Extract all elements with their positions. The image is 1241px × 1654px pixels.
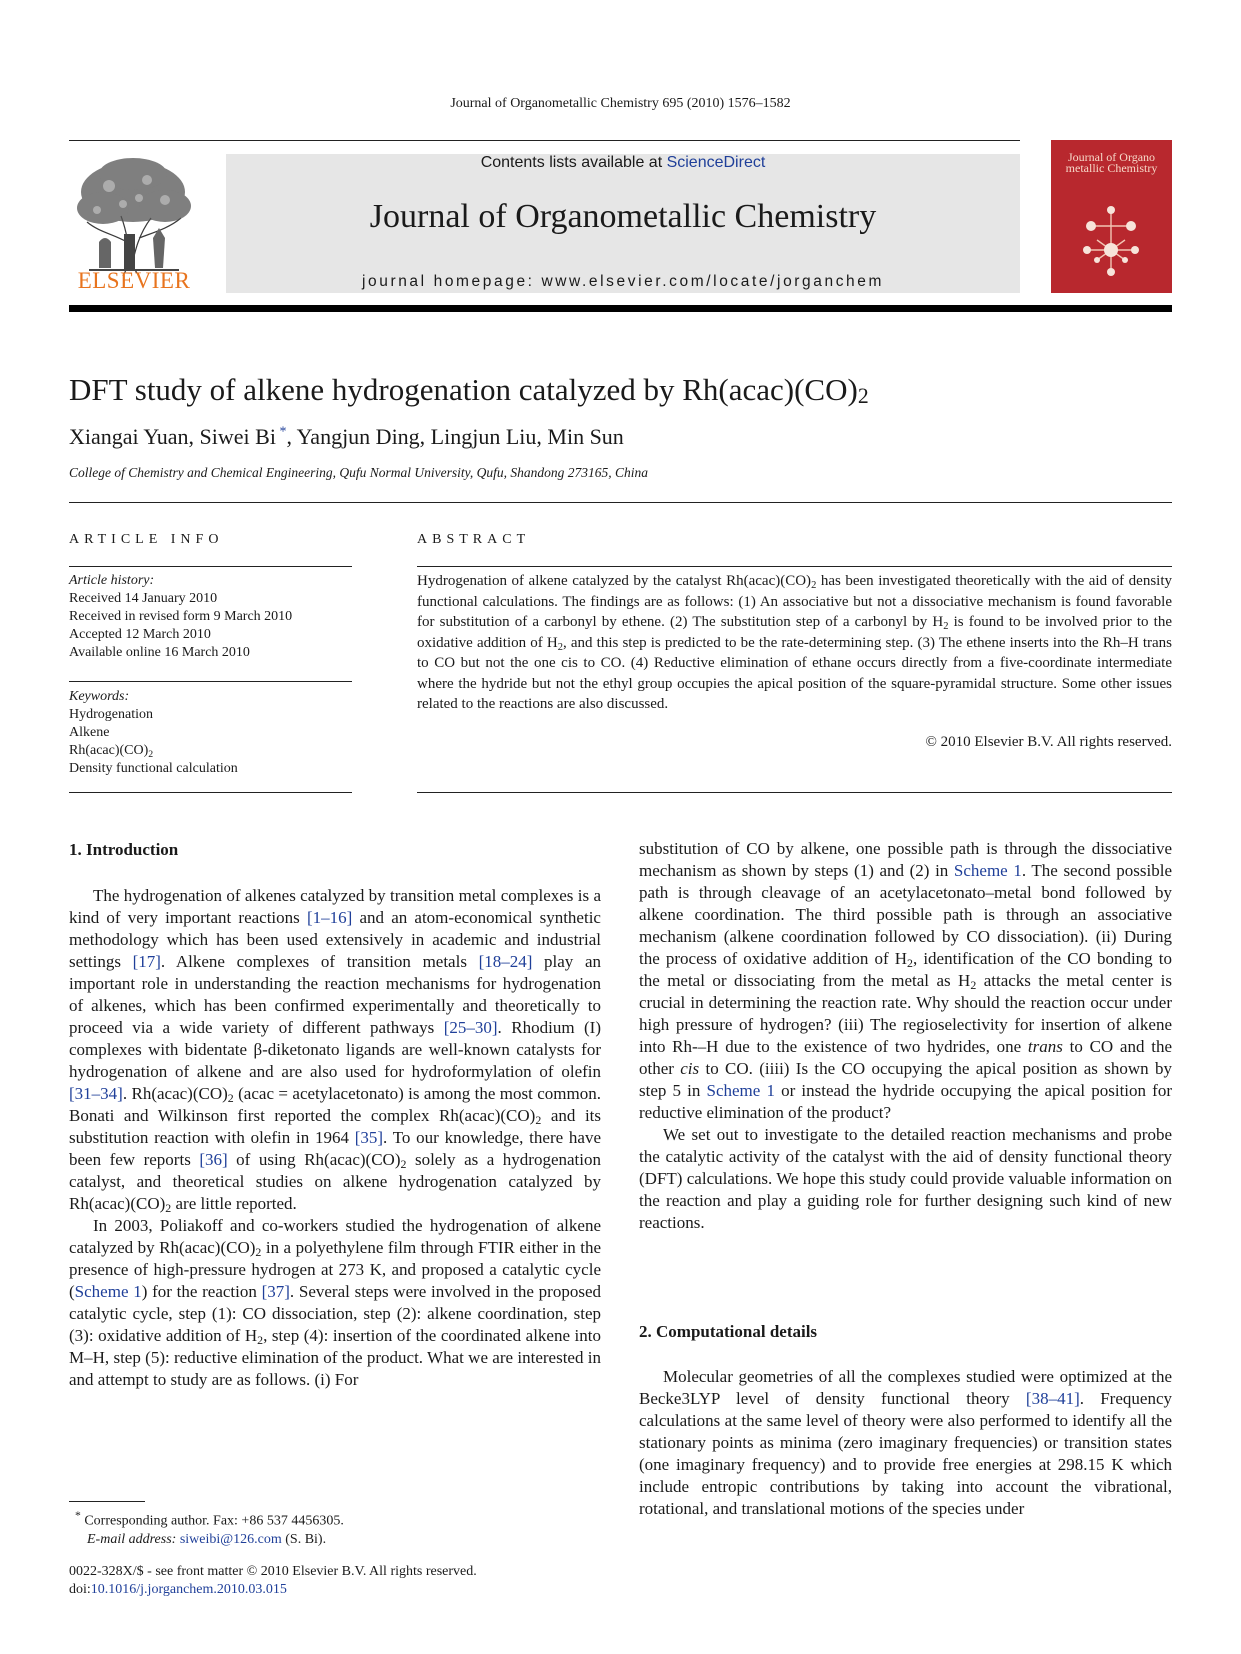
abstract-span: , and this step is predicted to be the rate-determining step. (3) The ethene inserts into the Rh–H trans to CO but not the one cis to CO. (4) Reductive elimination of ethane occurs directly from a five-coordinate intermediate where the hydride but not the ethyl group occupies the apical position of the square-pyramidal structure. Some other issues related to the reactions are also discussed. xyxy=(417,634,1172,712)
abstract-copyright: © 2010 Elsevier B.V. All rights reserved. xyxy=(925,734,1172,750)
history-revised: Received in revised form 9 March 2010 xyxy=(69,609,293,624)
text-span: substitution of CO by alkene, one possible path is through the dissociative mechanism as shown by steps (1) and (2) in xyxy=(639,839,1172,880)
journal-name: Journal of Organometallic Chemistry xyxy=(369,198,877,235)
section-heading-computational: 2. Computational details xyxy=(639,1322,818,1341)
article-info-divider xyxy=(69,681,352,682)
affiliation: College of Chemistry and Chemical Engineering, Qufu Normal University, Qufu, Shandong 273165, China xyxy=(69,465,648,480)
reference-link[interactable]: [35] xyxy=(354,1128,384,1147)
scheme-link[interactable]: Scheme 1 xyxy=(706,1081,775,1100)
subscript: 2 xyxy=(400,1157,407,1171)
subscript: 2 xyxy=(535,1113,542,1127)
section-heading-introduction: 1. Introduction xyxy=(69,840,179,859)
text-span: (acac = acetylacetonato) is among the most common. Bonati and Wilkinson first reported the complex Rh(acac)(CO) xyxy=(69,1084,602,1125)
subscript: 2 xyxy=(255,1245,262,1259)
keyword-formula-subscript: 2 xyxy=(148,749,154,760)
italic-term: cis xyxy=(680,1059,700,1078)
history-received: Received 14 January 2010 xyxy=(69,591,218,606)
text-span: to CO and the other xyxy=(639,1037,1172,1078)
author-list xyxy=(69,424,624,450)
sciencedirect-link[interactable]: ScienceDirect xyxy=(666,154,766,171)
intro-paragraph-2 xyxy=(69,1215,601,1391)
text-span: attacks the metal center is crucial in determining the reaction rate. Why should the reaction occur under high pressure of hydrogen? (iii) The regioselectivity for insertion of alkene into Rh-–H due to the existence of two hydrides, one xyxy=(639,971,1172,1056)
keyword-item: Hydrogenation xyxy=(69,707,153,722)
front-matter-info xyxy=(69,1563,477,1599)
text-span: The hydrogenation of alkenes catalyzed by transition metal complexes is a kind of very important reactions xyxy=(69,886,601,927)
italic-term: trans xyxy=(1027,1037,1063,1056)
text-span: . Rh(acac)(CO) xyxy=(122,1084,228,1103)
text-span: . Frequency calculations at the same level of theory were also performed to identify all the stationary points as minima (zero imaginary frequencies) or transition states (one imaginary frequency) and to provide free energies at 298.15 K which include entropic contributions by taking into account the vibrational, rotational, and translational motions of the species under xyxy=(639,1389,1172,1518)
reference-link[interactable]: [36] xyxy=(199,1150,228,1169)
corresponding-author-marker[interactable]: * xyxy=(275,424,287,440)
history-label: Article history: xyxy=(69,573,155,588)
email-label: E-mail address: xyxy=(87,1531,180,1547)
text-span: , identification of the CO bonding to the metal or dissociating from the metal as H xyxy=(639,949,1172,990)
subscript: 2 xyxy=(257,1333,264,1347)
issn-line: 0022-328X/$ - see front matter © 2010 Elsevier B.V. All rights reserved. xyxy=(69,1564,477,1579)
scheme-link[interactable]: Scheme 1 xyxy=(953,861,1022,880)
article-history xyxy=(69,572,352,662)
keyword-item: Density functional calculation xyxy=(69,761,238,776)
reference-link[interactable]: [25–30] xyxy=(443,1018,498,1037)
elsevier-wordmark: ELSEVIER xyxy=(77,268,191,293)
body-column-left xyxy=(69,885,601,1391)
text-span: , step (4): insertion of the coordinated alkene into M–H, step (5): reductive elimination of the product. What we are interested in and attempt to study are as follows. (i) For xyxy=(69,1326,601,1389)
footnote-line-1 xyxy=(75,1507,344,1531)
authors-part-b: , Yangjun Ding, Lingjun Liu, Min Sun xyxy=(286,424,624,449)
abstract-rule xyxy=(417,566,1172,567)
text-span: of using Rh(acac)(CO) xyxy=(227,1150,401,1169)
body-column-right xyxy=(639,838,1172,1234)
journal-homepage-link[interactable]: journal homepage: www.elsevier.com/locate/jorganchem xyxy=(361,273,885,290)
article-title-main: DFT study of alkene hydrogenation catalyzed by Rh(acac)(CO) xyxy=(69,372,858,407)
article-title xyxy=(69,372,869,408)
reference-link[interactable]: [18–24] xyxy=(478,952,533,971)
doi-line xyxy=(69,1581,477,1599)
keyword-item: Alkene xyxy=(69,725,110,740)
author-email-link[interactable]: siweibi@126.com xyxy=(179,1531,282,1547)
abstract-heading: ABSTRACT xyxy=(417,532,531,547)
cover-title: Journal of Organo metallic Chemistry xyxy=(1065,150,1158,175)
abstract-span: is found to be involved prior to the oxidative addition of H xyxy=(417,614,1173,651)
reference-link[interactable]: [31–34] xyxy=(69,1084,123,1103)
text-span: are little reported. xyxy=(171,1194,297,1213)
text-span: to CO. (iiii) Is the CO occupying the apical position as shown by step 5 in xyxy=(639,1059,1172,1100)
history-online: Available online 16 March 2010 xyxy=(69,645,250,660)
doi-link[interactable]: 10.1016/j.jorganchem.2010.03.015 xyxy=(90,1582,287,1597)
history-accepted: Accepted 12 March 2010 xyxy=(69,627,211,642)
header-thick-rule xyxy=(69,305,1172,312)
computational-paragraph-1 xyxy=(639,1366,1172,1520)
intro-paragraph-4: We set out to investigate to the detailed reaction mechanisms and probe the catalytic activity of the catalyst with the aid of density functional theory (DFT) calculations. We hope this study could provide valuable information on the reaction and play a guiding role for further designing such kind of new reactions. xyxy=(639,1125,1172,1232)
text-span: . Alkene complexes of transition metals xyxy=(160,952,479,971)
text-span: Molecular geometries of all the complexes studied were optimized at the Becke3LYP level of density functional theory xyxy=(639,1367,1172,1408)
keywords-label: Keywords: xyxy=(69,689,130,704)
reference-link[interactable]: [1–16] xyxy=(306,908,353,927)
subscript: 2 xyxy=(811,580,817,591)
contents-prefix: Contents lists available at xyxy=(480,154,667,171)
scheme-link[interactable]: Scheme 1 xyxy=(74,1282,142,1301)
subscript: 2 xyxy=(227,1091,234,1105)
intro-paragraph-1 xyxy=(69,885,601,1215)
keyword-formula: Rh(acac)(CO) xyxy=(69,743,149,758)
computational-details-text xyxy=(639,1366,1172,1520)
text-span: . Rhodium (I) complexes with bidentate β-diketonato ligands are well-known catalysts for hydrogenation of alkene and are also used for hydroformylation of olefin xyxy=(69,1018,601,1081)
text-span: in a polyethylene film through FTIR either in the presence of high-pressure hydrogen at 273 K, and proposed a catalytic cycle ( xyxy=(69,1238,601,1301)
reference-link[interactable]: [38–41] xyxy=(1025,1389,1080,1408)
subscript: 2 xyxy=(970,978,977,992)
text-span: . Several steps were involved in the proposed catalytic cycle, step (1): CO dissociation, step (2): alkene coordination, step (3): oxidative addition of H xyxy=(69,1282,602,1345)
article-info-bottom-rule xyxy=(69,792,352,793)
abstract-bottom-rule xyxy=(417,792,1172,793)
contents-line xyxy=(226,154,1020,172)
subscript: 2 xyxy=(943,621,949,632)
subscript: 2 xyxy=(165,1201,172,1215)
article-title-subscript: 2 xyxy=(857,384,869,408)
header-rule xyxy=(69,140,1020,141)
subscript: 2 xyxy=(907,956,913,970)
doi-label: doi: xyxy=(69,1582,91,1597)
abstract-span: has been investigated theoretically with the aid of density functional calculations. The findings are as follows: (1) An associative but not a dissociative mechanism is found favorable for substitution of a carbonyl by ethene. (2) The substitution step of a carbonyl by H xyxy=(417,573,1172,630)
footnote xyxy=(75,1507,344,1549)
article-info-rule xyxy=(69,566,352,567)
title-rule xyxy=(69,502,1172,503)
text-span: or instead the hydride occupying the apical position for reductive elimination of the product? xyxy=(639,1081,1172,1122)
reference-link[interactable]: [37] xyxy=(261,1282,290,1301)
text-span: play an important role in understanding the reaction mechanisms for hydrogenation of alkenes, which has been confirmed experimentally and theoretically to proceed via a wide variety of different pathways xyxy=(69,952,601,1037)
article-info-heading: ARTICLE INFO xyxy=(69,532,224,547)
footnote-marker: * xyxy=(75,1509,81,1522)
footnote-rule xyxy=(69,1501,145,1502)
text-span: solely as a hydrogenation catalyst, and theoretical studies on alkene hydrogenation catalyzed by Rh(acac)(CO) xyxy=(69,1150,602,1213)
journal-banner xyxy=(226,154,1020,293)
reference-link[interactable]: [17] xyxy=(132,952,161,971)
keywords xyxy=(69,688,352,778)
abstract-span: Hydrogenation of alkene catalyzed by the catalyst Rh(acac)(CO) xyxy=(417,573,812,589)
text-span: . To our knowledge, there have been few reports xyxy=(69,1128,601,1169)
journal-cover-molecule-icon xyxy=(1051,140,1172,293)
text-span: In 2003, Poliakoff and co-workers studied the hydrogenation of alkene catalyzed by Rh(acac)(CO) xyxy=(69,1216,601,1257)
text-span: ) for the reaction xyxy=(141,1282,262,1301)
text-span: and its substitution reaction with olefin in 1964 xyxy=(69,1106,602,1147)
footnote-line-2 xyxy=(75,1531,344,1549)
text-span: . The second possible path is through cleavage of an acetylacetonato–metal bond followed by alkene coordination. The third possible path is through an associative mechanism (alkene coordination followed by CO dissociation). (ii) During the process of oxidative addition of H xyxy=(639,861,1172,968)
intro-paragraph-3 xyxy=(639,838,1172,1124)
abstract-text xyxy=(417,571,1172,715)
text-span: and an atom-economical synthetic methodology which has been used extensively in academic and industrial settings xyxy=(69,908,601,971)
footnote-text: Corresponding author. Fax: +86 537 4456305. xyxy=(80,1513,344,1529)
running-head: Journal of Organometallic Chemistry 695 (2010) 1576–1582 xyxy=(450,96,791,111)
keyword-item xyxy=(69,742,352,760)
authors-part-a: Xiangai Yuan, Siwei Bi xyxy=(69,424,276,449)
subscript: 2 xyxy=(557,641,563,653)
footnote-text: (S. Bi). xyxy=(281,1531,327,1547)
journal-cover-thumbnail[interactable] xyxy=(1051,140,1172,293)
